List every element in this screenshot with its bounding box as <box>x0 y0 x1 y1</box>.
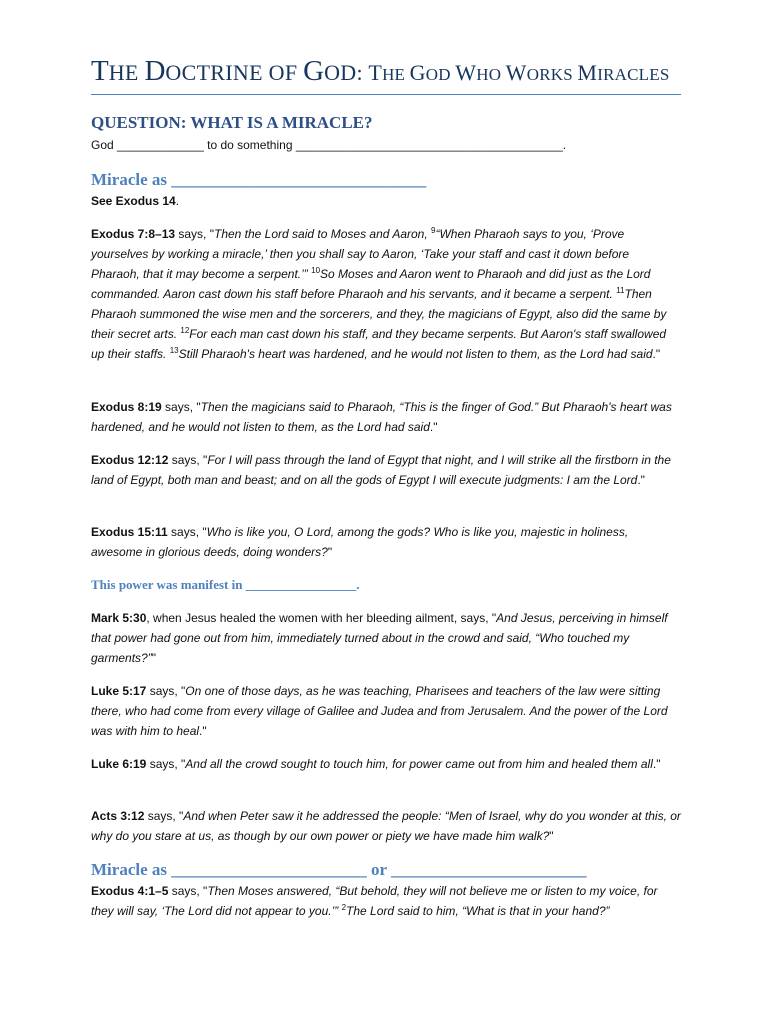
question-heading: QUESTION: WHAT IS A MIRACLE? <box>91 113 373 132</box>
exodus-8-ref: Exodus 8:19 <box>91 400 162 414</box>
mark-paragraph: Mark 5:30, when Jesus healed the women with her bleeding ailment, says, "And Jesus, perceiving in himself that power had gone out from him, immediately turned about in the crowd and said, “Who touched my garments?”" <box>91 611 668 665</box>
exodus-7-ref: Exodus 7:8–13 <box>91 227 176 241</box>
document-title: THE DOCTRINE OF GOD: THE GOD WHO WORKS MIRACLES <box>91 54 681 95</box>
exodus-15-paragraph: Exodus 15:11 says, "Who is like you, O Lord, among the gods? Who is like you, majestic in holiness, awesome in glorious deeds, doing wonders?" <box>91 525 629 559</box>
see-exodus-line: See Exodus 14. <box>91 194 180 208</box>
exodus-12-paragraph: Exodus 12:12 says, "For I will pass through the land of Egypt that night, and I will strike all the firstborn in the land of Egypt, both man and beast; and on all the gods of Egypt I will execute judgments: I am the Lord." <box>91 453 671 487</box>
acts-paragraph: Acts 3:12 says, "And when Peter saw it he addressed the people: “Men of Israel, why do you wonder at this, or why do you stare at us, as though by our own power or piety we have made him walk?" <box>91 809 681 843</box>
luke-5-ref: Luke 5:17 <box>91 684 147 698</box>
exodus-7-paragraph: Exodus 7:8–13 says, "Then the Lord said to Moses and Aaron, $^9$“When Pharaoh says to you, ‘Prove yourselves by working a miracle,’ then you shall say to Aaron, ‘Take your staff and cast it down before Pharaoh, that it may become a serpent.’” $^{10}$So Moses and Aaron went to Pharaoh and did just as the Lord commanded. Aaron cast down his staff before Pharaoh and his servants, and it became a serpent. $^{11}$Then Pharaoh summoned the wise men and the sorcerers, and they, the magicians of Egypt, also did the same by their secret arts. $^{12}$For each man cast down his staff, and they became serpents. But Aaron's staff swallowed up their staffs. $^{13}$Still Pharaoh's heart was hardened, and he would not listen to them, as the Lord had said." <box>91 226 667 361</box>
exodus-8-paragraph: Exodus 8:19 says, "Then the magicians said to Pharaoh, “This is the finger of God.” But Pharaoh's heart was hardened, and he would not listen to them, as the Lord had said." <box>91 400 672 434</box>
exodus-12-ref: Exodus 12:12 <box>91 453 169 467</box>
see-exodus-ref: See Exodus 14 <box>91 194 176 208</box>
exodus-4-ref: Exodus 4:1–5 <box>91 884 169 898</box>
question-line: God _____________ to do something ________________________________________. <box>91 138 567 152</box>
exodus-4-paragraph: Exodus 4:1–5 says, "Then Moses answered, “But behold, they will not believe me or listen to my voice, for they will say, ‘The Lord did not appear to you.’” $^2$The Lord said to him, “What is that in your hand?” <box>91 884 658 918</box>
exodus-15-ref: Exodus 15:11 <box>91 525 168 539</box>
miracle-as-heading-2: Miracle as _______________________ or _______________________ <box>91 860 587 879</box>
luke-6-paragraph: Luke 6:19 says, "And all the crowd sought to touch him, for power came out from him and healed them all." <box>91 757 661 771</box>
luke-5-paragraph: Luke 5:17 says, "On one of those days, as he was teaching, Pharisees and teachers of the law were sitting there, who had come from every village of Galilee and Judea and from Jerusalem. And the power of the Lord was with him to heal." <box>91 684 668 738</box>
mark-ref: Mark 5:30 <box>91 611 147 625</box>
luke-6-ref: Luke 6:19 <box>91 757 147 771</box>
miracle-as-heading-1: Miracle as ______________________________ <box>91 170 427 189</box>
power-heading: This power was manifest in _________________. <box>91 577 360 592</box>
acts-ref: Acts 3:12 <box>91 809 145 823</box>
